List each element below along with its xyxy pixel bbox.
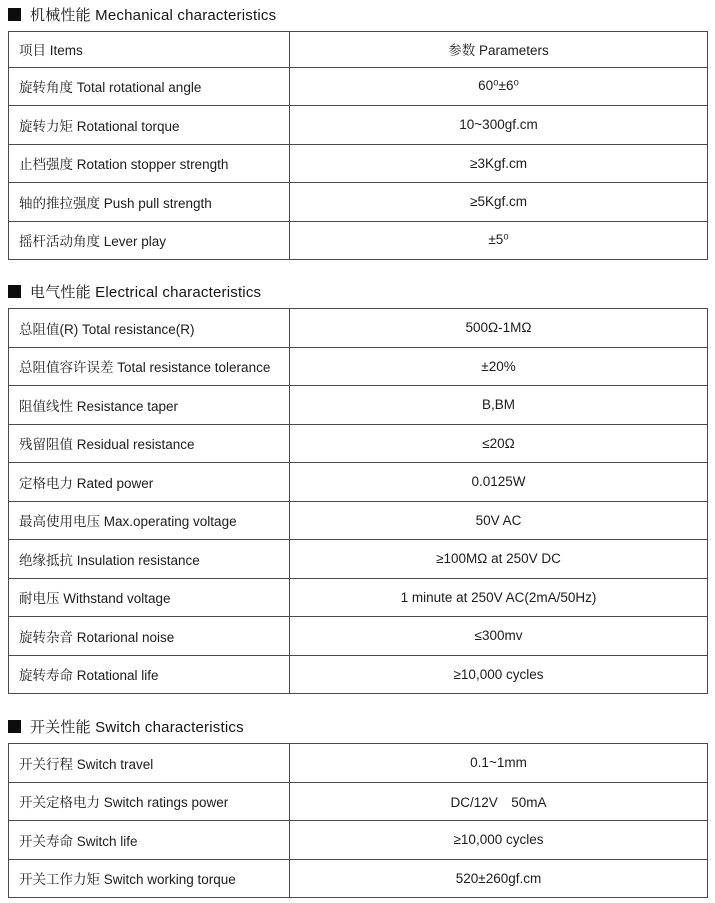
param-cell: ±5⁰ <box>290 221 708 260</box>
black-square-icon <box>8 720 21 733</box>
black-square-icon <box>8 8 21 21</box>
table-row <box>9 782 708 821</box>
table-row <box>9 617 708 656</box>
item-cell: 旋转角度 Total rotational angle <box>9 67 290 106</box>
param-cell: ≥100MΩ at 250V DC <box>290 540 708 579</box>
table-row <box>9 821 708 860</box>
mechanical-table <box>8 31 708 260</box>
table-row <box>9 67 708 106</box>
param-cell: ≤20Ω <box>290 424 708 463</box>
item-cell: 旋转寿命 Rotational life <box>9 655 290 694</box>
param-cell: ≤300mv <box>290 617 708 656</box>
section-switch <box>8 716 708 898</box>
item-cell: 定格电力 Rated power <box>9 463 290 502</box>
table-row <box>9 744 708 783</box>
param-cell: DC/12V 50mA <box>290 782 708 821</box>
param-cell: 60⁰±6⁰ <box>290 67 708 106</box>
item-cell: 开关工作力矩 Switch working torque <box>9 859 290 898</box>
param-cell: 10~300gf.cm <box>290 106 708 145</box>
item-cell: 开关定格电力 Switch ratings power <box>9 782 290 821</box>
table-row <box>9 655 708 694</box>
section-mechanical-title <box>8 4 708 25</box>
param-cell: 520±260gf.cm <box>290 859 708 898</box>
table-row <box>9 144 708 183</box>
table-row <box>9 221 708 260</box>
item-cell: 残留阻值 Residual resistance <box>9 424 290 463</box>
param-cell: 500Ω-1MΩ <box>290 309 708 348</box>
item-cell: 最高使用电压 Max.operating voltage <box>9 501 290 540</box>
item-cell: 开关寿命 Switch life <box>9 821 290 860</box>
item-cell: 阻值线性 Resistance taper <box>9 386 290 425</box>
item-cell: 总阻值容许误差 Total resistance tolerance <box>9 347 290 386</box>
param-cell: 50V AC <box>290 501 708 540</box>
param-cell: B,BM <box>290 386 708 425</box>
section-mechanical <box>8 4 708 260</box>
item-cell: 旋转力矩 Rotational torque <box>9 106 290 145</box>
table-row <box>9 424 708 463</box>
param-cell: ≥10,000 cycles <box>290 655 708 694</box>
param-cell: 1 minute at 250V AC(2mA/50Hz) <box>290 578 708 617</box>
column-header-items: 项目 Items <box>9 32 290 68</box>
item-cell: 旋转杂音 Rotarional noise <box>9 617 290 656</box>
table-row <box>9 347 708 386</box>
section-switch-title <box>8 716 708 737</box>
item-cell: 耐电压 Withstand voltage <box>9 578 290 617</box>
table-row <box>9 106 708 145</box>
param-cell: 0.1~1mm <box>290 744 708 783</box>
table-row <box>9 463 708 502</box>
black-square-icon <box>8 285 21 298</box>
param-cell: 0.0125W <box>290 463 708 502</box>
param-cell: ≥10,000 cycles <box>290 821 708 860</box>
column-header-parameters: 参数 Parameters <box>290 32 708 68</box>
item-cell: 止档强度 Rotation stopper strength <box>9 144 290 183</box>
section-electrical-title <box>8 281 708 302</box>
item-cell: 开关行程 Switch travel <box>9 744 290 783</box>
item-cell: 摇杆活动角度 Lever play <box>9 221 290 260</box>
table-row <box>9 386 708 425</box>
table-header-row <box>9 32 708 68</box>
section-title-text: 开关性能 Switch characteristics <box>30 719 244 736</box>
section-electrical <box>8 281 708 694</box>
table-row <box>9 309 708 348</box>
section-title-text: 机械性能 Mechanical characteristics <box>30 7 277 24</box>
param-cell: ≥5Kgf.cm <box>290 183 708 222</box>
item-cell: 绝缘抵抗 Insulation resistance <box>9 540 290 579</box>
table-row <box>9 578 708 617</box>
param-cell: ±20% <box>290 347 708 386</box>
switch-table <box>8 743 708 898</box>
table-row <box>9 183 708 222</box>
table-row <box>9 859 708 898</box>
section-title-text: 电气性能 Electrical characteristics <box>30 284 262 301</box>
param-cell: ≥3Kgf.cm <box>290 144 708 183</box>
item-cell: 总阻值(R) Total resistance(R) <box>9 309 290 348</box>
item-cell: 轴的推拉强度 Push pull strength <box>9 183 290 222</box>
table-row <box>9 501 708 540</box>
table-row <box>9 540 708 579</box>
electrical-table <box>8 308 708 694</box>
